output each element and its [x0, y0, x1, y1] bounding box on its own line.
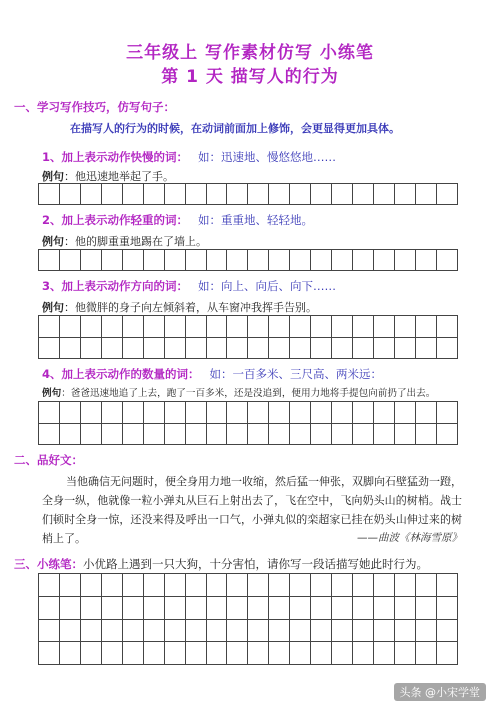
- section3-label: 三、小练笔：: [14, 557, 83, 571]
- item2-sentence: [42, 233, 207, 249]
- section3-heading: [14, 556, 428, 572]
- writing-grid-3[interactable]: [38, 315, 458, 359]
- item4-sentence: [42, 385, 435, 399]
- page-title: 三年级上 写作素材仿写 小练笔: [126, 43, 374, 63]
- item4-label: 4、加上表示动作的数量的词：: [42, 367, 200, 381]
- sentence-text: ：爸爸迅速地追了上去，跑了一百多米，还是没追到，便用力地将手提包向前扔了出去。: [61, 388, 436, 399]
- watermark: 头条 @小宋学堂: [394, 683, 487, 701]
- item2-heading: [42, 212, 313, 228]
- sentence-text: ：他迅速地举起了手。: [64, 170, 174, 183]
- sentence-prefix: 例句: [42, 301, 64, 314]
- writing-grid-4[interactable]: [38, 401, 458, 445]
- sentence-prefix: 例句: [42, 235, 64, 248]
- sentence-prefix: 例句: [42, 170, 64, 183]
- item1-heading: [42, 149, 336, 165]
- item4-example: 如：一百多米、三尺高、两米远：: [209, 367, 383, 381]
- passage-source: ——曲波《林海雪原》: [357, 532, 462, 544]
- item4-heading: [42, 366, 382, 382]
- item1-example: 如：迅速地、慢悠悠地……: [198, 150, 337, 164]
- page-subtitle: 第 1 天 描写人的行为: [161, 67, 339, 87]
- item1-label: 1、加上表示动作快慢的词：: [42, 150, 189, 164]
- item3-heading: [42, 278, 336, 294]
- writing-tip: 在描写人的行为的时候，在动词前面加上修饰，会更显得更加具体。: [70, 122, 400, 135]
- passage-text: 当他确信无问题时，便全身用力地一收缩，然后猛一伸张，双脚向石壁猛劲一蹬，全身一纵，他就像一粒小弹丸从巨石上射出去了，飞在空中，飞向奶头山的树梢。战士们顿时全身一惊，还没来得及呼出一口气，小弹丸似的栾超家已挂在奶头山伸过来的树梢上了。: [42, 475, 462, 545]
- sentence-prefix: 例句: [42, 388, 62, 399]
- section2-heading: 二、品好文：: [14, 453, 83, 467]
- writing-grid-1[interactable]: [38, 183, 458, 205]
- item2-example: 如：重重地、轻轻地。: [198, 213, 314, 227]
- writing-grid-5[interactable]: [38, 573, 458, 665]
- section1-heading: 一、学习写作技巧，仿写句子：: [14, 100, 175, 114]
- sentence-text: ：他的脚重重地踢在了墙上。: [64, 235, 207, 248]
- item2-label: 2、加上表示动作轻重的词：: [42, 213, 189, 227]
- section3-prompt: 小优路上遇到一只大狗，十分害怕，请你写一段话描写她此时行为。: [83, 557, 428, 571]
- item3-label: 3、加上表示动作方向的词：: [42, 279, 189, 293]
- item1-sentence: [42, 168, 174, 184]
- sentence-text: ：他微胖的身子向左倾斜着，从车窗冲我挥手告别。: [64, 301, 317, 314]
- item3-example: 如：向上、向后、向下……: [198, 279, 337, 293]
- item3-sentence: [42, 299, 317, 315]
- writing-grid-2[interactable]: [38, 249, 458, 271]
